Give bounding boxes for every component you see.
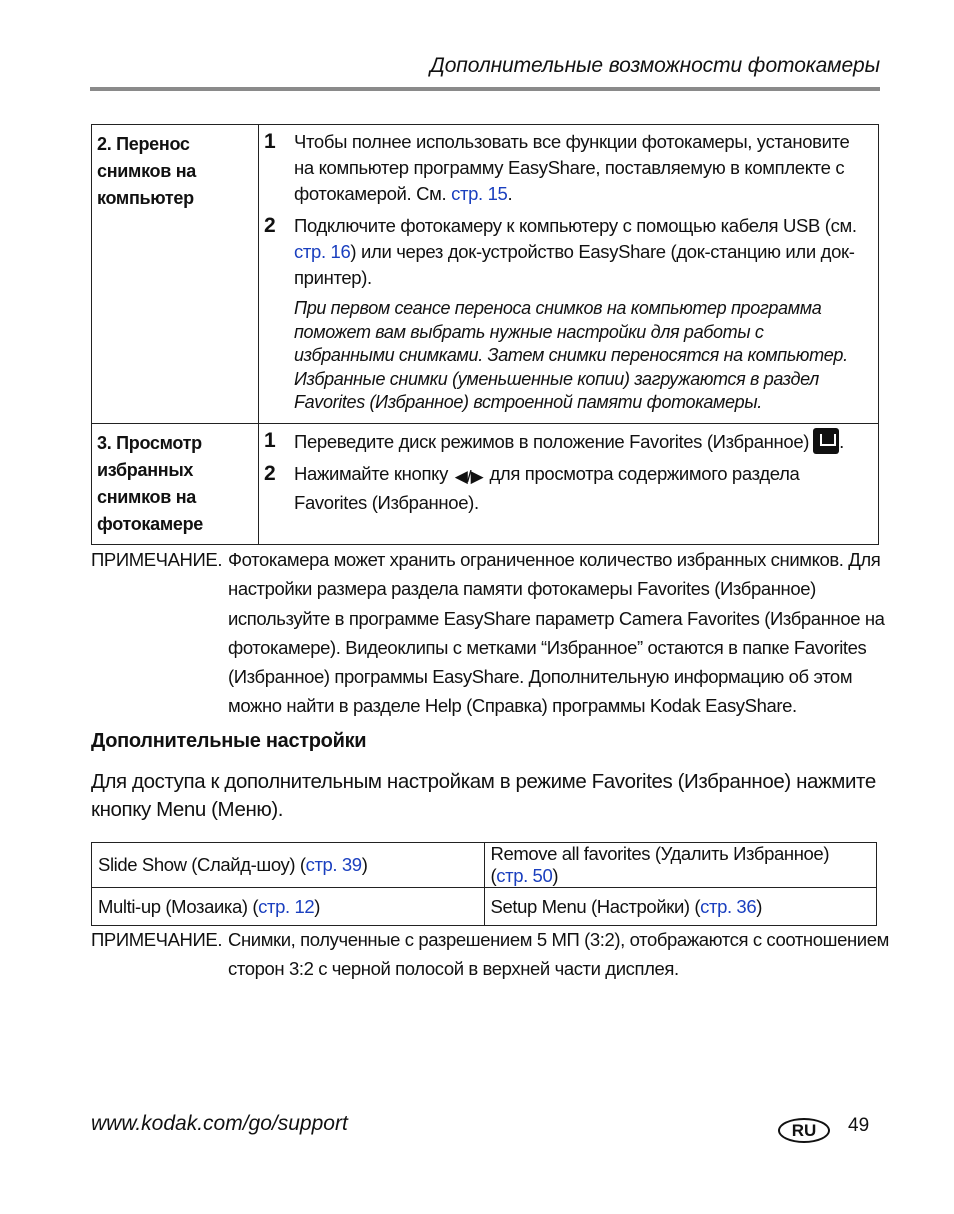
page-link[interactable]: стр. 50: [496, 865, 553, 886]
steps-table: [91, 124, 879, 545]
step-section-content: [259, 423, 879, 544]
step-section-label: 3. Просмотр избранных снимков на фотокамере: [92, 423, 259, 544]
page-link[interactable]: стр. 12: [258, 895, 315, 917]
note-2: [91, 925, 891, 984]
support-url[interactable]: www.kodak.com/go/support: [91, 1112, 348, 1135]
note-text: Фотокамера может хранить ограниченное количество избранных снимков. Для настройки размера раздела памяти фотокамеры Favorites (Избранное) используйте в программе EasyShare параметр Camera Favorites (Избранное на фотокамере). Видеоклипы с метками “Избранное” остаются в папке Favorites (Избранное) программы EasyShare. Дополнительную информацию об этом можно найти в разделе Help (Справка) программы Kodak EasyShare.: [228, 549, 885, 717]
step-number: 1: [264, 428, 276, 452]
step-text: Чтобы полнее использовать все функции фотокамеры, установите на компьютер программу EasyShare, поставляемую в комплекте с фотокамерой. См. стр. 15.: [294, 131, 850, 204]
page-number: 49: [848, 1115, 870, 1136]
step-text: Подключите фотокамеру к компьютеру с помощью кабеля USB (см. стр. 16) или через док-устройство EasyShare (док-станцию или док-принтер).: [294, 215, 857, 288]
table-row: [92, 888, 877, 926]
step-number: 2: [264, 461, 276, 485]
left-right-arrows-icon: ◀/▶: [454, 466, 483, 486]
language-badge: RU: [778, 1118, 830, 1143]
page-link[interactable]: стр. 39: [305, 854, 362, 875]
step-section-content: [259, 125, 879, 424]
step-text: Переведите диск режимов в положение Favorites (Избранное) .: [294, 428, 844, 455]
step-number: 2: [264, 214, 276, 237]
step-item: [263, 129, 868, 207]
section-heading: Дополнительные настройки: [91, 730, 367, 752]
note-label: ПРИМЕЧАНИЕ.: [91, 929, 223, 950]
step-number: 1: [264, 130, 276, 153]
settings-cell: Setup Menu (Настройки) (стр. 36): [484, 888, 877, 926]
step-text: Нажимайте кнопку ◀/▶ для просмотра содержимого раздела Favorites (Избранное).: [294, 462, 800, 513]
table-row: [92, 423, 879, 544]
favorites-icon: [813, 428, 839, 454]
step-section-label: 2. Перенос снимков на компьютер: [92, 125, 259, 424]
header-divider: [90, 87, 880, 91]
note-text: Снимки, полученные с разрешением 5 МП (3:2), отображаются с соотношением сторон 3:2 с черной полосой в верхней части дисплея.: [228, 929, 889, 980]
settings-table: [91, 842, 877, 926]
step-item: [263, 213, 868, 291]
page-link[interactable]: стр. 16: [294, 241, 351, 262]
table-row: [92, 843, 877, 888]
section-intro: Для доступа к дополнительным настройкам в режиме Favorites (Избранное) нажмите кнопку Menu (Меню).: [91, 770, 876, 821]
note-label: ПРИМЕЧАНИЕ.: [91, 549, 223, 570]
settings-cell: Remove all favorites (Удалить Избранное) (стр. 50): [484, 843, 877, 888]
step-item: [263, 461, 868, 516]
page-link[interactable]: стр. 15: [451, 183, 508, 204]
page-header-title: Дополнительные возможности фотокамеры: [430, 54, 880, 77]
step-note: При первом сеансе переноса снимков на компьютер программа поможет вам выбрать нужные настройки для работы с избранными снимками. Затем снимки переносятся на компьютер. Избранные снимки (уменьшенные копии) загружаются в раздел Favorites (Избранное) встроенной памяти фотокамеры.: [294, 298, 848, 412]
table-row: [92, 125, 879, 424]
note-1: [91, 545, 891, 721]
settings-cell: Slide Show (Слайд-шоу) (стр. 39): [92, 843, 485, 888]
settings-cell: Multi-up (Мозаика) (стр. 12): [92, 888, 485, 926]
step-item: [263, 428, 868, 455]
page-link[interactable]: стр. 36: [700, 895, 757, 917]
